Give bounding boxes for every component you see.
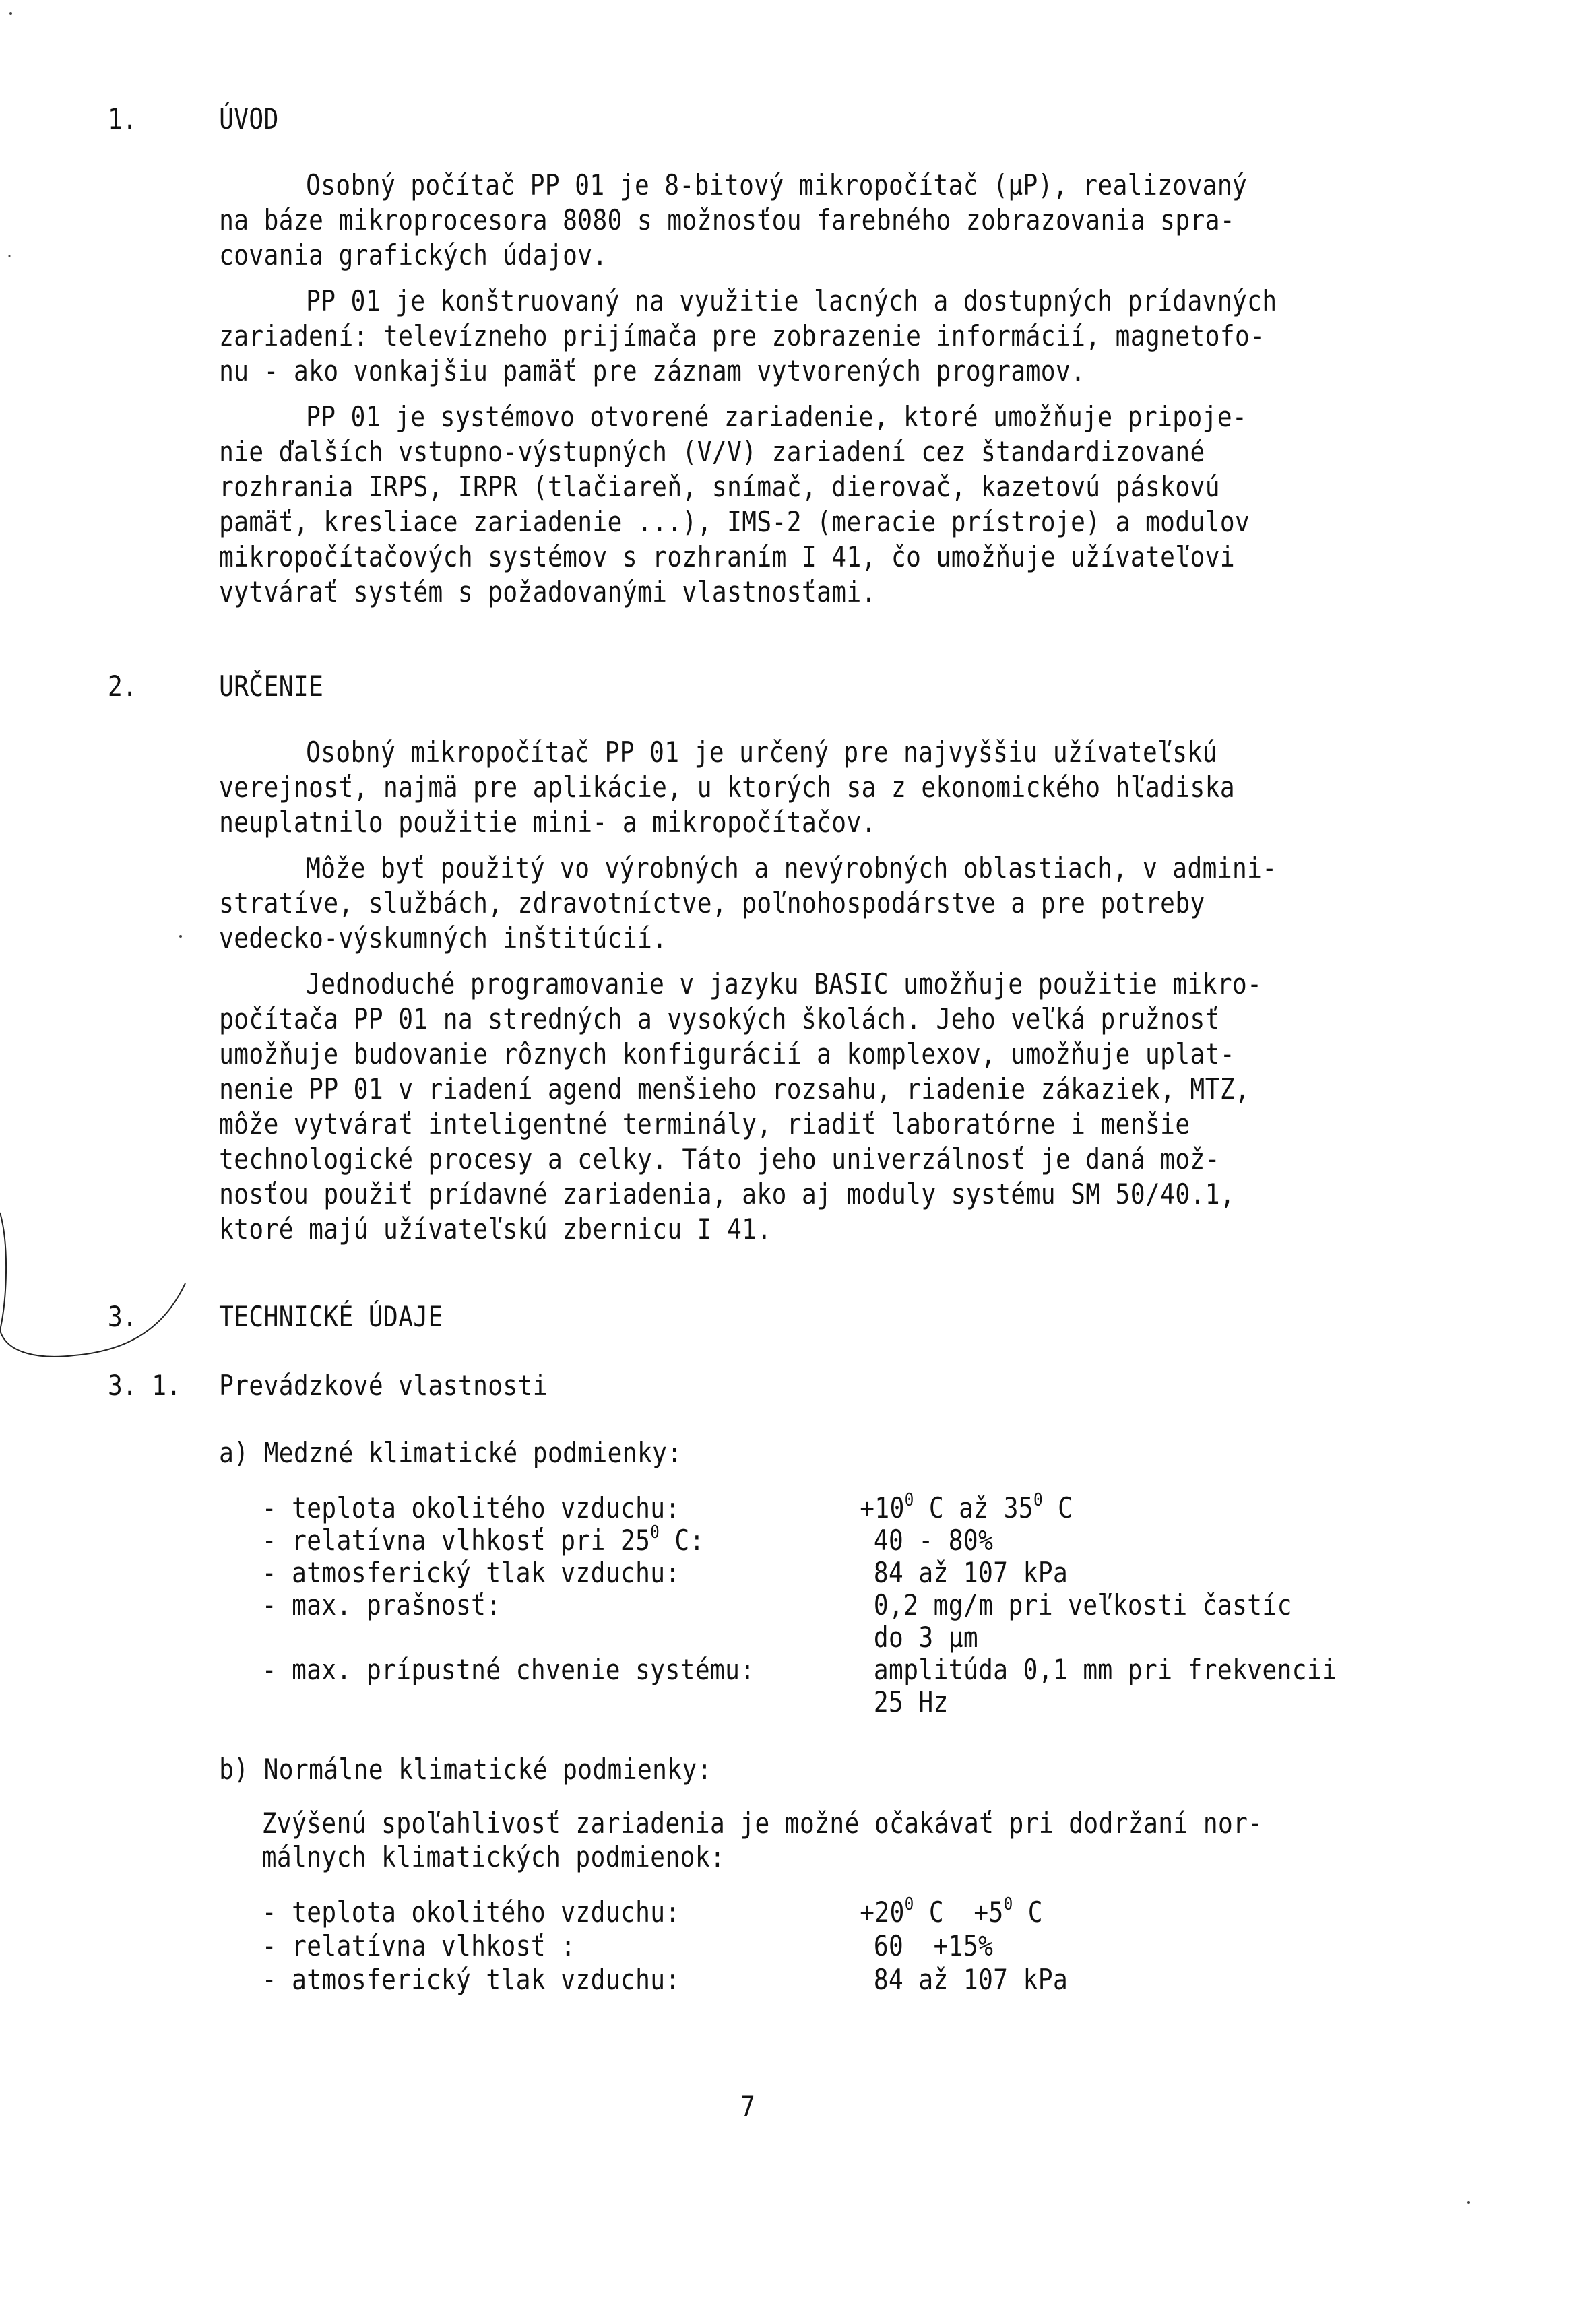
spec-label: - teplota okolitého vzduchu: <box>261 1896 680 1929</box>
page-number: 7 <box>740 2090 756 2123</box>
spec-value: 60 +15% <box>873 1929 994 1962</box>
subsection-b-heading: b) Normálne klimatické podmienky: <box>219 1753 712 1786</box>
spec-value: 84 až 107 kPa <box>873 1963 1069 1996</box>
text-line: Jednoduché programovanie v jazyku BASIC umožňuje použitie mikro- <box>306 967 1263 1000</box>
text-line: počítača PP 01 na stredných a vysokých školách. Jeho veľká pružnosť <box>219 1002 1220 1035</box>
spec-label: - relatívna vlhkosť : <box>261 1929 576 1962</box>
speck-mark <box>1467 2201 1470 2204</box>
text-line: ktoré majú užívateľskú zbernicu I 41. <box>219 1213 772 1246</box>
text-line: pamäť, kresliace zariadenie ...), IMS-2 (meracie prístroje) a modulov <box>219 505 1250 538</box>
text-line: neuplatnilo použitie mini- a mikropočítačov. <box>219 806 876 839</box>
spec-value-continued: do 3 µm <box>873 1621 979 1654</box>
text-line: málnych klimatických podmienok: <box>261 1840 726 1873</box>
text-line: stratíve, službách, zdravotníctve, poľnohospodárstve a pre potreby <box>219 886 1205 919</box>
spec-value: 84 až 107 kPa <box>873 1556 1069 1589</box>
speck-mark <box>179 935 182 938</box>
text-line: Osobný mikropočítač PP 01 je určený pre najvyššiu užívateľskú <box>306 736 1217 769</box>
spec-label: - atmosferický tlak vzduchu: <box>261 1963 680 1996</box>
section-1-title: ÚVOD <box>219 102 279 135</box>
text-line: nosťou použiť prídavné zariadenia, ako aj moduly systému SM 50/40.1, <box>219 1177 1236 1211</box>
text-line: Zvýšenú spoľahlivosť zariadenia je možné očakávať pri dodržaní nor- <box>261 1807 1263 1840</box>
text-line: Môže byť použitý vo výrobných a nevýrobných oblastiach, v admini- <box>306 851 1277 884</box>
spec-label: - max. prašnosť: <box>261 1588 501 1621</box>
spec-value-continued: 25 Hz <box>873 1685 949 1718</box>
spec-value: amplitúda 0,1 mm pri frekvencii <box>873 1653 1337 1686</box>
section-3-number: 3. <box>107 1300 137 1333</box>
section-2-title: URČENIE <box>219 670 324 703</box>
text-line: covania grafických údajov. <box>219 238 608 271</box>
text-line: technologické procesy a celky. Táto jeho univerzálnosť je daná mož- <box>219 1142 1220 1175</box>
speck-mark <box>9 255 11 257</box>
section-2-number: 2. <box>107 670 137 703</box>
text-line: môže vytvárať inteligentné terminály, riadiť laboratórne i menšie <box>219 1107 1190 1140</box>
spec-value: $+20^0$ $C +5^0$ C <box>860 1894 1043 1929</box>
text-line: vedecko-výskumných inštitúcií. <box>219 922 668 955</box>
text-line: verejnosť, najmä pre aplikácie, u ktorých sa z ekonomického hľadiska <box>219 771 1236 804</box>
text-line: rozhrania IRPS, IRPR (tlačiareň, snímač, dierovač, kazetovú páskovú <box>219 470 1220 503</box>
text-line: mikropočítačových systémov s rozhraním I 41, čo umožňuje užívateľovi <box>219 540 1236 573</box>
speck-mark <box>9 12 12 15</box>
section-1-number: 1. <box>107 102 137 135</box>
spec-value: 40 - 80% <box>873 1524 994 1557</box>
subsection-a-heading: a) Medzné klimatické podmienky: <box>219 1436 682 1469</box>
text-line: vytvárať systém s požadovanými vlastnosťami. <box>219 575 876 608</box>
text-line: PP 01 je systémovo otvorené zariadenie, ktoré umožňuje pripoje- <box>306 400 1248 433</box>
text-line: nenie PP 01 v riadení agend menšieho rozsahu, riadenie zákaziek, MTZ, <box>219 1072 1250 1105</box>
spec-label: - relatívna vlhkosť pri $25^0$ C: <box>261 1522 705 1557</box>
text-line: na báze mikroprocesora 8080 s možnosťou farebného zobrazovania spra- <box>219 203 1236 236</box>
spec-label: - atmosferický tlak vzduchu: <box>261 1556 680 1589</box>
spec-label: - teplota okolitého vzduchu: <box>261 1491 680 1524</box>
text-line: umožňuje budovanie rôznych konfigurácií a komplexov, umožňuje uplat- <box>219 1037 1236 1070</box>
spec-label: - max. prípustné chvenie systému: <box>261 1653 755 1686</box>
subsection-3-1-number: 3. 1. <box>107 1369 181 1402</box>
text-line: nu - ako vonkajšiu pamäť pre záznam vytvorených programov. <box>219 354 1086 387</box>
text-line: PP 01 je konštruovaný na využitie lacných a dostupných prídavných <box>306 284 1277 317</box>
text-line: zariadení: televízneho prijímača pre zobrazenie informácií, magnetofo- <box>219 319 1265 352</box>
spec-value: 0,2 mg/m pri veľkosti častíc <box>873 1588 1292 1621</box>
spec-value: $+10^0$ C až $35^0$ C <box>860 1490 1073 1524</box>
subsection-3-1-title: Prevádzkové vlastnosti <box>219 1369 548 1402</box>
text-line: Osobný počítač PP 01 je 8-bitový mikropočítač (µP), realizovaný <box>306 168 1248 201</box>
text-line: nie ďalších vstupno-výstupných (V/V) zariadení cez štandardizované <box>219 435 1205 468</box>
section-3-title: TECHNICKÉ ÚDAJE <box>219 1300 443 1333</box>
